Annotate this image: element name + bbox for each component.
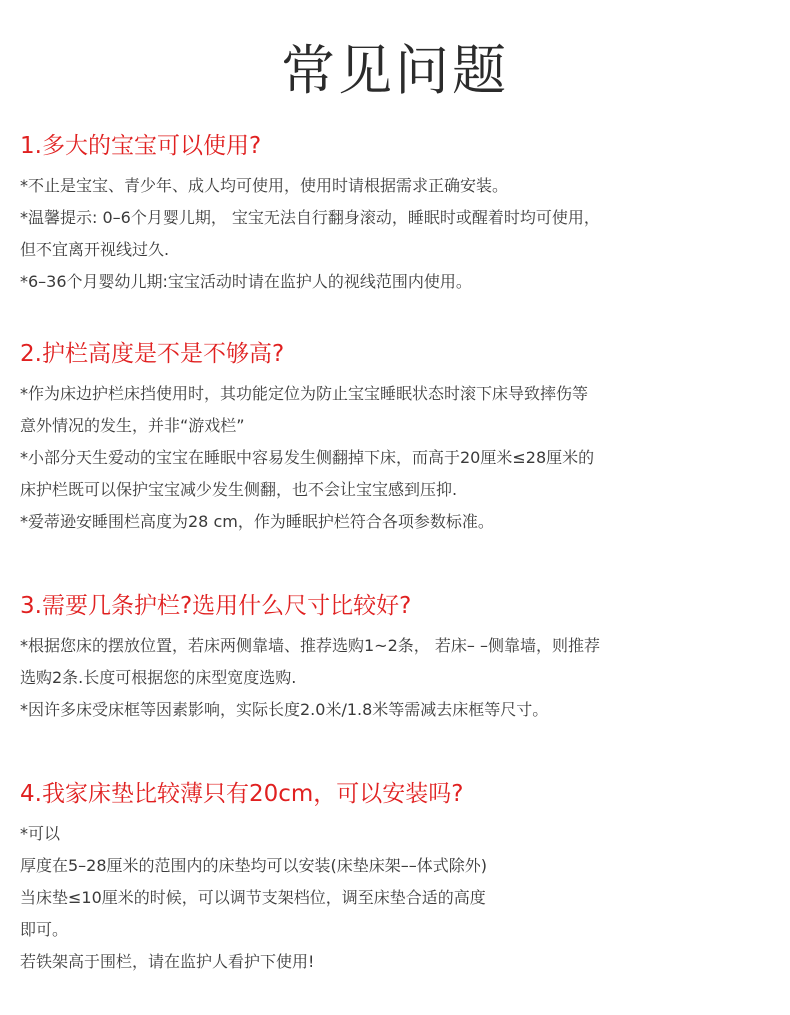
faq-answer-line: *温馨提示: 0–6个月婴儿期， 宝宝无法自行翻身滚动，睡眠时或醒着时均可使用， [20,208,600,227]
faq-answer-line: *根据您床的摆放位置，若床两侧靠墙、推荐选购1~2条， 若床– –侧靠墙，则推荐 [20,636,600,655]
faq-answer-line: 若铁架高于围栏，请在监护人看护下使用! [20,952,315,971]
faq-answer-line: 床护栏既可以保护宝宝减少发生侧翻，也不会让宝宝感到压抑. [20,480,458,499]
faq-answer-line: *作为床边护栏床挡使用时，其功能定位为防止宝宝睡眠状态时滚下床导致摔伤等 [20,384,589,403]
faq-question: 2.护栏高度是不是不够高? [20,341,285,367]
faq-section-4 [20,778,770,978]
faq-answer-line: 意外情况的发生，并非“游戏栏” [20,416,245,435]
faq-question: 3.需要几条护栏?选用什么尺寸比较好? [20,593,412,619]
page-title: 常见问题 [281,39,509,102]
faq-question: 4.我家床垫比较薄只有20cm，可以安装吗? [20,781,464,807]
faq-answer-line: *6–36个月婴幼儿期:宝宝活动时请在监护人的视线范围内使用。 [20,272,472,291]
faq-answer-line: 当床垫≤10厘米的时候，可以调节支架档位，调至床垫合适的高度 [20,888,486,907]
faq-answer-line: *因许多床受床框等因素影响，实际长度2.0米/1.8米等需减去床框等尺寸。 [20,700,549,719]
faq-answer-line: 但不宜离开视线过久. [20,240,170,259]
faq-answer-line: *爱蒂逊安睡围栏高度为28 cm，作为睡眠护栏符合各项参数标准。 [20,512,494,531]
faq-answer-line: 选购2条.长度可根据您的床型宽度选购. [20,668,297,687]
faq-question: 1.多大的宝宝可以使用? [20,133,262,159]
faq-answer-line: *不止是宝宝、青少年、成人均可使用，使用时请根据需求正确安装。 [20,176,509,195]
faq-answer-line: 即可。 [20,920,69,939]
faq-answer-line: *可以 [20,824,61,843]
faq-section-1 [20,130,770,298]
faq-answer-line: 厚度在5–28厘米的范围内的床垫均可以安装(床垫床架––体式除外) [20,856,488,875]
faq-answer-line: *小部分天生爱动的宝宝在睡眠中容易发生侧翻掉下床，而高于20厘米≤28厘米的 [20,448,595,467]
faq-section-2 [20,338,770,538]
faq-section-3 [20,590,770,726]
